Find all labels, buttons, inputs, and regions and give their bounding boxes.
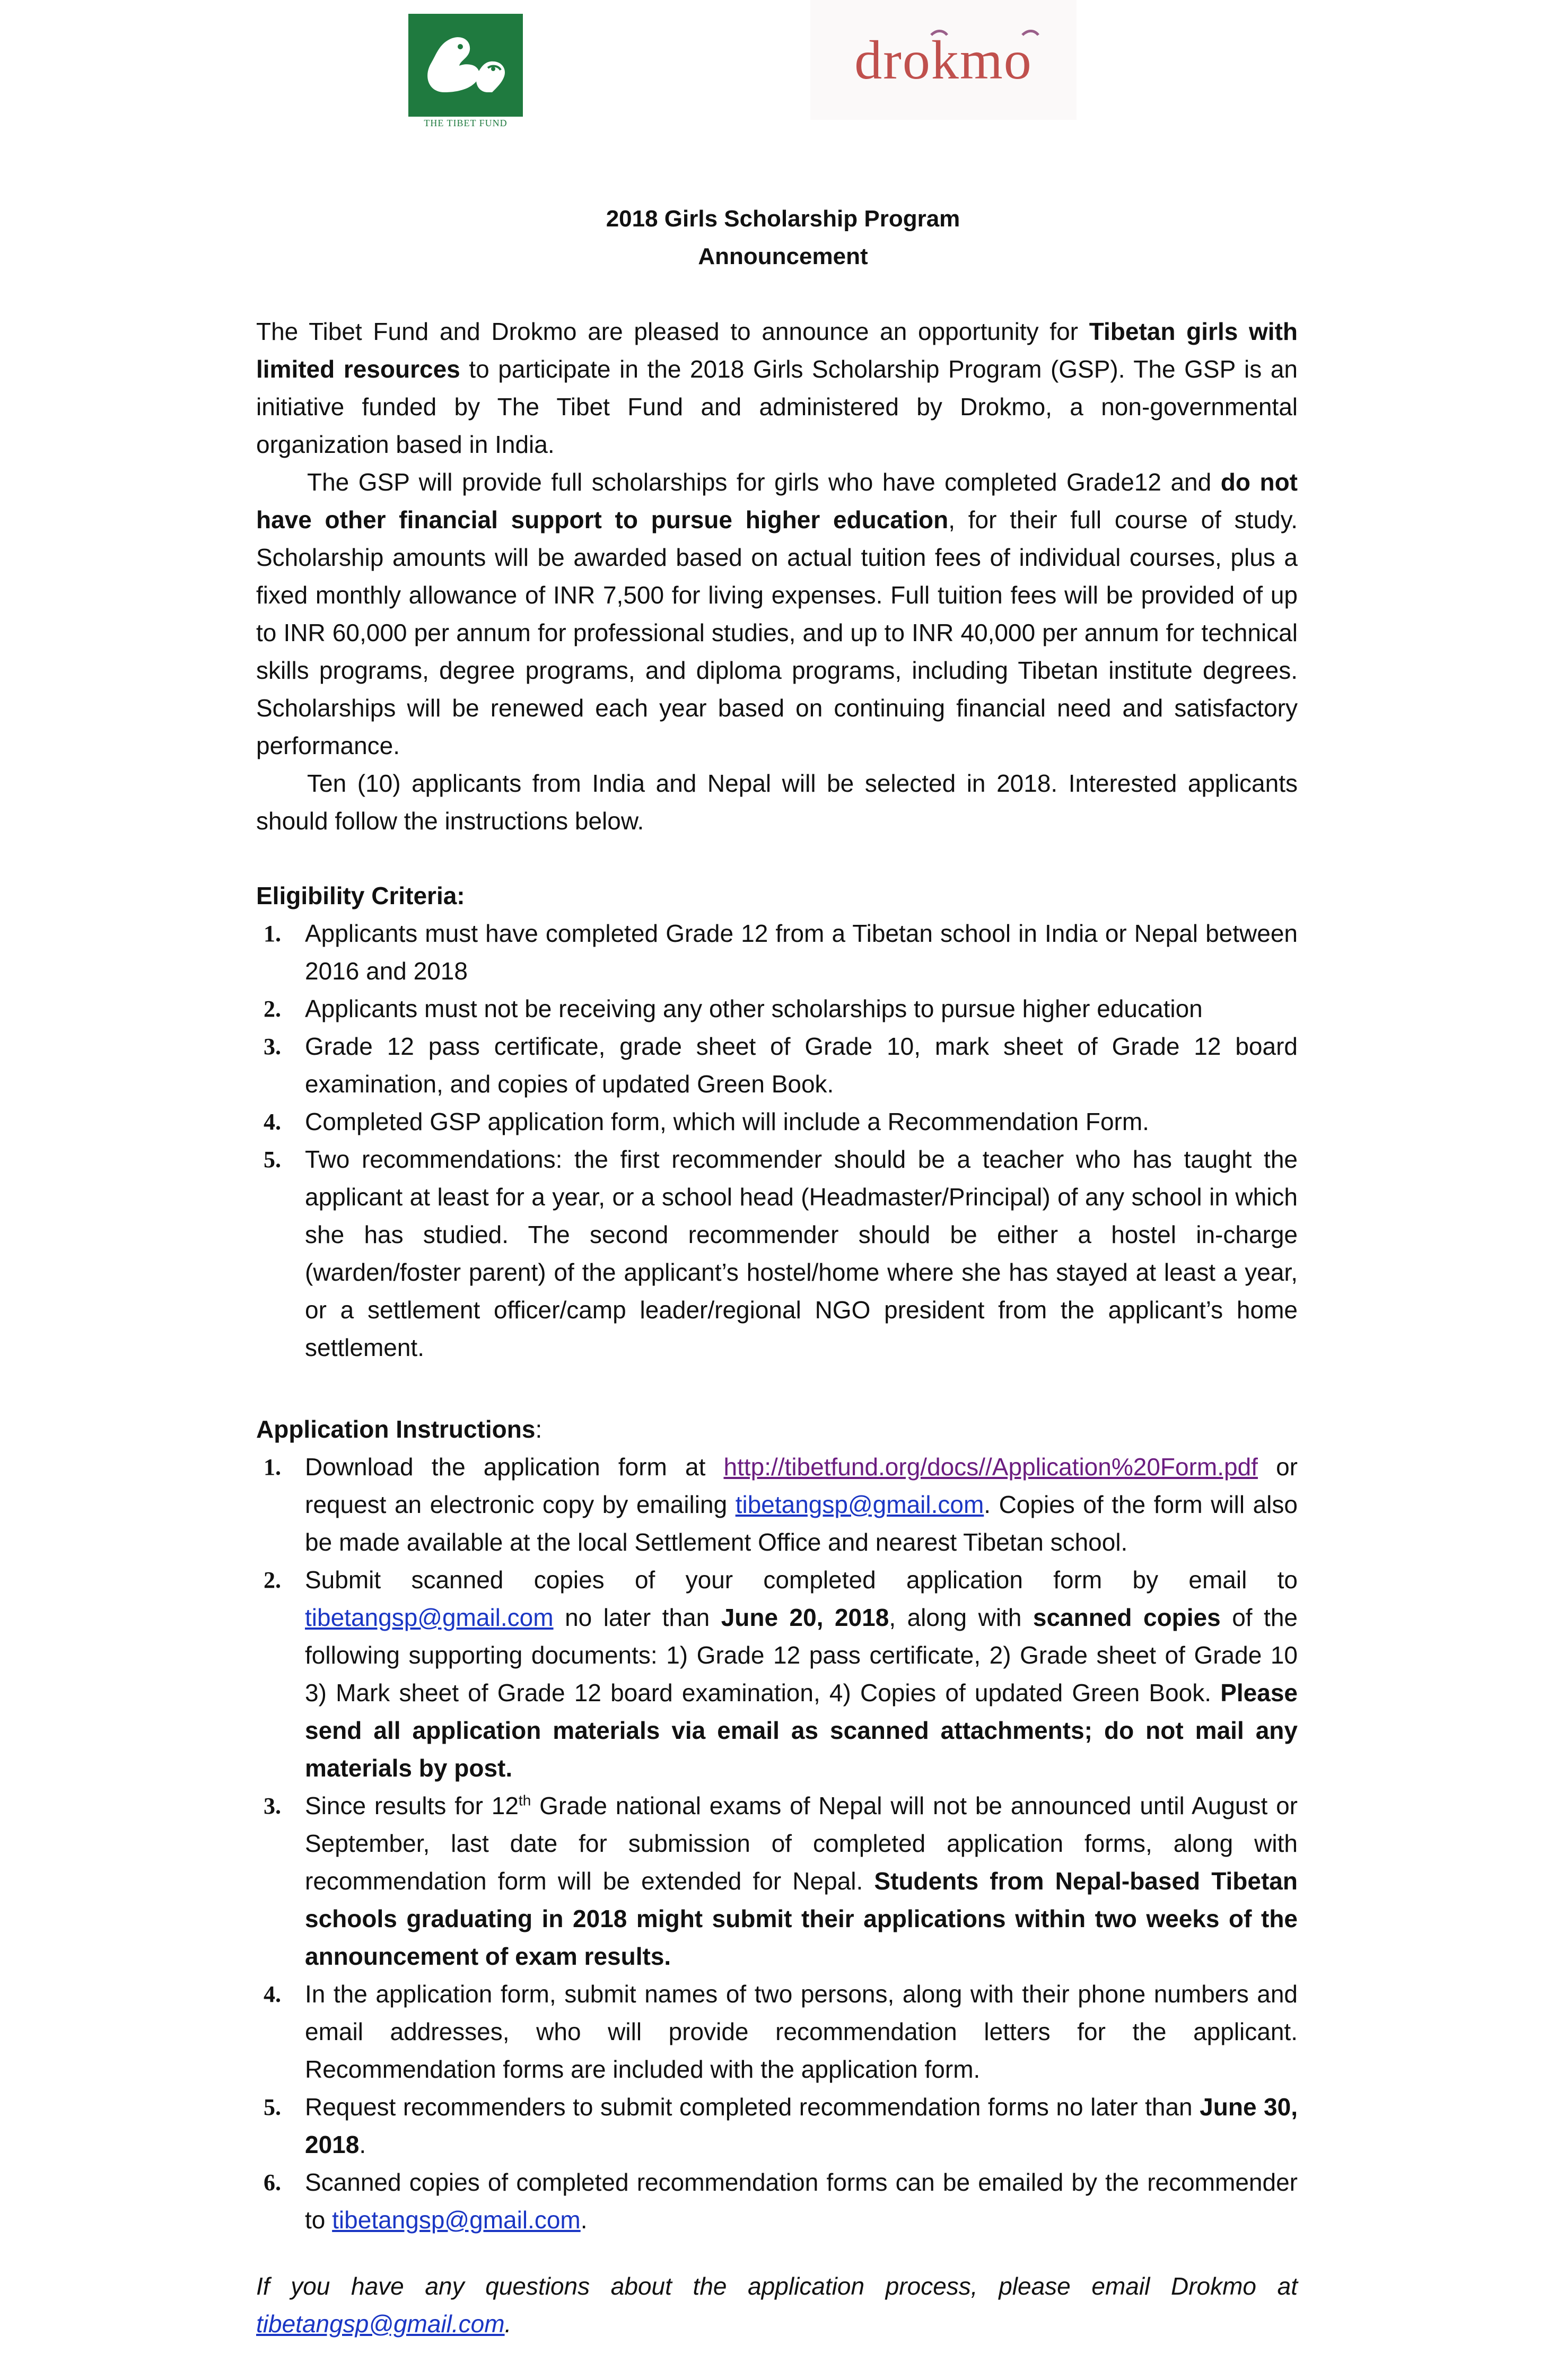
email-link[interactable]: tibetangsp@gmail.com xyxy=(305,1604,554,1631)
intro-paragraph-2: The GSP will provide full scholarships for girls who have completed Grade12 and do not have other financial support to pursue higher education, for their full course of study. Scholarship amounts will be awarded based on actual tuition fees of individual courses, plus a fixed monthly allowance of INR 7,500 for living expenses. Full tuition fees will be provided of up to INR 60,000 per annum for professional studies, and up to INR 40,000 per annum for technical skills programs, degree programs, and diploma programs, including Tibetan institute degrees. Scholarships will be renewed each year based on continuing financial need and satisfactory performance. xyxy=(256,468,1298,759)
intro-paragraph-3: Ten (10) applicants from India and Nepal will be selected in 2018. Interested applicants should follow the instructions below. xyxy=(256,769,1298,835)
intro-paragraph-1: The Tibet Fund and Drokmo are pleased to announce an opportunity for Tibetan girls with limited resources to participate in the 2018 Girls Scholarship Program (GSP). The GSP is an initiative funded by The Tibet Fund and administered by Drokmo, a non-governmental organization based in India. xyxy=(256,318,1298,458)
eligibility-item: 3. Grade 12 pass certificate, grade sheet of Grade 10, mark sheet of Grade 12 board examination, and copies of updated Green Book. xyxy=(264,1032,1298,1098)
tibet-fund-logo xyxy=(407,13,524,130)
instructions-list xyxy=(256,1448,1298,2239)
drokmo-wordmark: drokmo xyxy=(854,30,1033,91)
eligibility-item: 4. Completed GSP application form, which will include a Recommendation Form. xyxy=(264,1108,1149,1135)
instruction-item: 3. Since results for 12th Grade national exams of Nepal will not be announced until August or September, last date for submission of completed application forms, along with recommendation form will be extended for Nepal. Students from Nepal-based Tibetan schools graduating in 2018 might submit their applications within two weeks of the announcement of exam results. xyxy=(264,1792,1298,1970)
eligibility-item: 1. Applicants must have completed Grade 12 from a Tibetan school in India or Nepal between 2016 and 2018 xyxy=(264,920,1298,985)
closing-section xyxy=(256,2268,1298,2343)
email-link[interactable]: tibetangsp@gmail.com xyxy=(256,2310,505,2338)
instruction-item: 6. Scanned copies of completed recommendation forms can be emailed by the recommender to tibetangsp@gmail.com. xyxy=(264,2168,1298,2234)
intro-section xyxy=(256,313,1298,840)
instruction-item: 2. Submit scanned copies of your completed application form by email to tibetangsp@gmail.com no later than June 20, 2018, along with scanned copies of the following supporting documents: 1) Grade 12 pass certificate, 2) Grade sheet of Grade 10 3) Mark sheet of Grade 12 board examination, 4) Copies of updated Green Book. Please send all application materials via email as scanned attachments; do not mail any materials by post. xyxy=(264,1566,1298,1782)
tibet-fund-caption: THE TIBET FUND xyxy=(424,118,508,128)
application-form-link[interactable]: http://tibetfund.org/docs//Application%20Form.pdf xyxy=(723,1453,1258,1481)
instructions-section xyxy=(256,1411,1298,2239)
eligibility-item: 2. Applicants must not be receiving any other scholarships to pursue higher education xyxy=(264,995,1203,1022)
email-link[interactable]: tibetangsp@gmail.com xyxy=(735,1491,984,1518)
instruction-item: 1. Download the application form at http://tibetfund.org/docs//Application%20Form.pdf or request an electronic copy by emailing tibetangsp@gmail.com. Copies of the form will also be made available at the local Settlement Office and nearest Tibetan school. xyxy=(264,1453,1298,1556)
closing-paragraph: If you have any questions about the application process, please email Drokmo at tibetangsp@gmail.com. xyxy=(256,2272,1298,2338)
instruction-item: 5. Request recommenders to submit completed recommendation forms no later than June 30, 2018. xyxy=(264,2093,1298,2158)
instructions-heading: Application Instructions: xyxy=(256,1415,543,1443)
eligibility-heading: Eligibility Criteria: xyxy=(256,882,465,909)
eligibility-section xyxy=(256,877,1298,1367)
document-subtitle: Announcement xyxy=(698,243,868,269)
instruction-item: 4. In the application form, submit names of two persons, along with their phone numbers and email addresses, who will provide recommendation letters for the applicant. Recommendation forms are included with the application form. xyxy=(264,1980,1298,2083)
email-link[interactable]: tibetangsp@gmail.com xyxy=(332,2206,581,2234)
drokmo-logo xyxy=(810,0,1077,120)
document-title: 2018 Girls Scholarship Program xyxy=(606,206,960,232)
eligibility-list xyxy=(256,915,1298,1367)
eligibility-item: 5. Two recommendations: the first recommender should be a teacher who has taught the applicant at least for a year, or a school head (Headmaster/Principal) of any school in which she has studied. The second recommender should be either a hostel in-charge (warden/foster parent) of the applicant’s hostel/home where she has stayed at least a year, or a settlement officer/camp leader/regional NGO president from the applicant’s home settlement. xyxy=(264,1145,1298,1361)
